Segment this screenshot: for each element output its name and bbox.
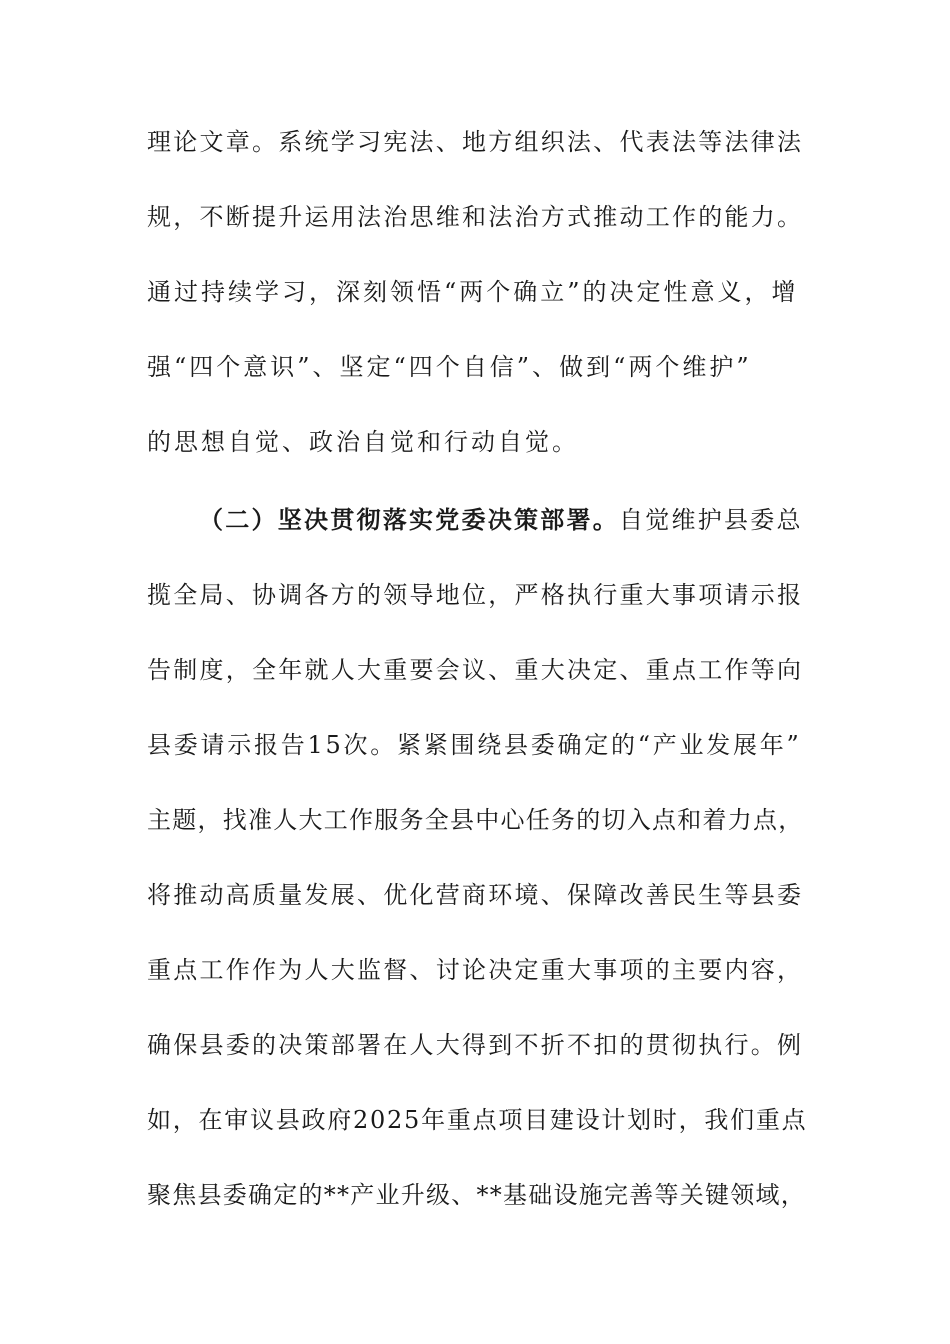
section-text: 自觉维护县委总 xyxy=(619,506,803,534)
paragraph-line: 将推动高质量发展、优化营商环境、保障改善民生等县委 xyxy=(147,881,804,909)
paragraph-line: 规，不断提升运用法治思维和法治方式推动工作的能力。 xyxy=(147,203,804,231)
section-heading: （二）坚决贯彻落实党委决策部署。 xyxy=(199,505,619,534)
paragraph-line: 通过持续学习，深刻领悟“两个确立”的决定性意义，增 xyxy=(147,278,799,306)
paragraph-line: 县委请示报告15次。紧紧围绕县委确定的“产业发展年” xyxy=(147,731,802,759)
paragraph-line: 理论文章。系统学习宪法、地方组织法、代表法等法律法 xyxy=(147,128,804,156)
section-line xyxy=(199,500,807,540)
paragraph-line: 告制度，全年就人大重要会议、重大决定、重点工作等向 xyxy=(147,656,804,684)
paragraph-line: 聚焦县委确定的**产业升级、**基础设施完善等关键领域， xyxy=(147,1181,806,1209)
paragraph-line: 揽全局、协调各方的领导地位，严格执行重大事项请示报 xyxy=(147,581,804,609)
paragraph-line: 确保县委的决策部署在人大得到不折不扣的贯彻执行。例 xyxy=(147,1031,804,1059)
paragraph-line: 的思想自觉、政治自觉和行动自觉。 xyxy=(147,428,579,456)
paragraph-line: 重点工作作为人大监督、讨论决定重大事项的主要内容， xyxy=(147,956,804,984)
paragraph-line: 如，在审议县政府2025年重点项目建设计划时，我们重点 xyxy=(147,1106,808,1134)
paragraph-line: 主题，找准人大工作服务全县中心任务的切入点和着力点， xyxy=(147,806,804,834)
paragraph-line: 强“四个意识”、坚定“四个自信”、做到“两个维护” xyxy=(147,353,752,381)
